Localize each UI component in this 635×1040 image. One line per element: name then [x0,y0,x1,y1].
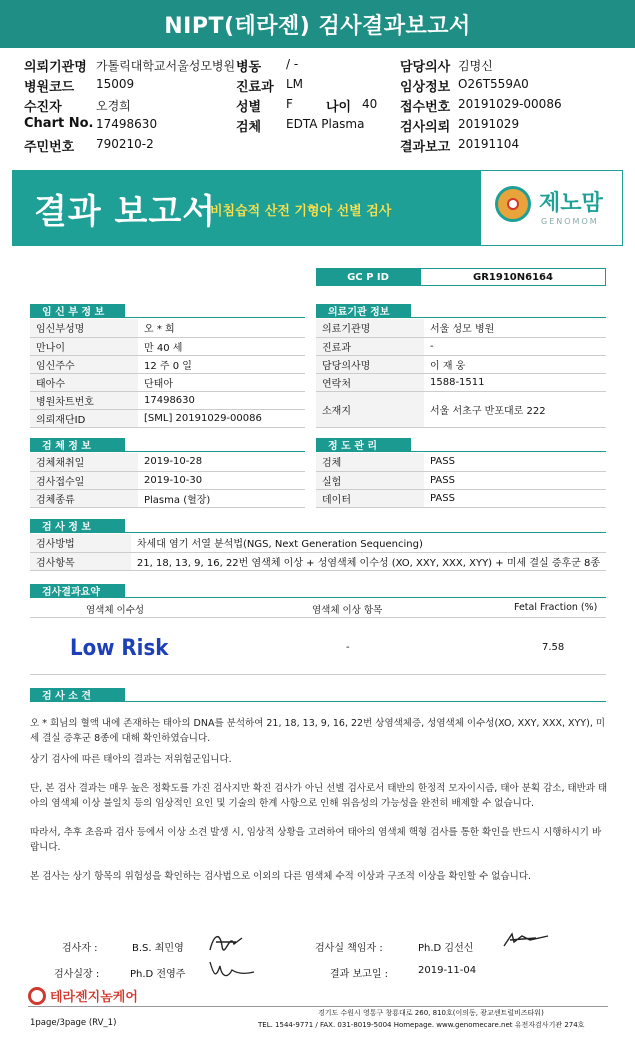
row-value: 오 * 희 [138,319,305,337]
row-value: [SML] 20191029-00086 [138,409,305,427]
summary-header [30,598,606,618]
table-row [30,471,305,489]
row-value: 21, 18, 13, 9, 16, 22번 염색체 이상 + 성염색체 이수성 (XO, XXY, XXX, XYY) + 미세 결실 증후군 8종 [131,552,606,570]
institution-table [316,319,606,428]
table-row [30,409,305,427]
summary-item-value: - [346,642,350,653]
table-row [316,373,606,391]
row-label: 만나이 [30,337,138,355]
row-label: 임신부성명 [30,319,138,337]
summary-col-ff: Fetal Fraction (%) [514,602,598,613]
table-row [30,391,305,409]
opinion-para-2: 상기 검사에 따른 태아의 결과는 저위험군입니다. [30,754,232,765]
value-ward: / - [286,57,299,71]
table-row [316,319,606,337]
row-label: 소재지 [316,391,424,427]
row-value: 2019-10-28 [138,453,305,471]
row-value: PASS [424,453,606,471]
table-row [30,489,305,507]
row-value: 17498630 [138,391,305,409]
row-value: 2019-10-30 [138,471,305,489]
test-table [30,534,606,571]
row-label: 검체 [316,453,424,471]
company-logo [28,986,138,1005]
subject-table [30,319,305,428]
company-logo-icon [28,987,46,1005]
row-value: 1588-1511 [424,373,606,391]
row-label: 의료기관명 [316,319,424,337]
row-value: 차세대 염기 서열 분석법(NGS, Next Generation Sequencing) [131,534,606,552]
row-value: 이 재 웅 [424,355,606,373]
label-result-report: 결과보고 [400,140,451,155]
label-chart-no: Chart No. [24,116,94,131]
table-row [30,534,606,552]
report-date: 2019-11-04 [418,965,477,976]
table-row [30,373,305,391]
genomom-logo-icon [495,186,531,222]
row-label: 연락처 [316,373,424,391]
row-label: 데이터 [316,489,424,507]
summary-col-item: 염색체 이상 항목 [312,605,383,616]
opinion-para-1: 오 * 희님의 혈액 내에 존재하는 태아의 DNA를 분석하여 21, 18, 13, 9, 16, 22번 상염색체증, 성염색체 이수성(XO, XXY, XXX, XYY), 미세 결실 증후군 8종에 대해 확인하였습니다. [30,718,606,744]
label-age: 나이 [326,100,352,115]
gcp-id [316,268,606,286]
row-value: 서울 성모 병원 [424,319,606,337]
row-value: - [424,337,606,355]
table-row [316,471,606,489]
gcp-id-value: GR1910N6164 [420,268,606,286]
opinion-para-5: 본 검사는 상기 항목의 위험성을 확인하는 검사법으로 이외의 다른 염색체 수적 이상과 구조적 이상을 확인할 수 없습니다. [30,871,532,882]
table-row [30,337,305,355]
row-value: PASS [424,489,606,507]
section-test: 검 사 정 보 [30,519,125,532]
label-patient: 수진자 [24,100,62,115]
row-label: 태아수 [30,373,138,391]
row-label: 병원차트번호 [30,391,138,409]
tester-signature-icon [206,928,246,958]
summary-col-aneuploidy: 염색체 이수성 [86,605,145,616]
value-resident-no: 790210-2 [96,137,154,151]
tester-label: 검사자 : [62,943,98,954]
value-receipt-no: 20191029-00086 [458,97,562,111]
label-department: 진료과 [236,80,274,95]
label-doctor: 담당의사 [400,60,451,75]
table-row [316,489,606,507]
row-value: 서울 서초구 반포대로 222 [424,391,606,427]
report-title: NIPT(테라젠) 검사결과보고서 [0,0,635,48]
logo-subtext: GENOMOM [541,217,599,226]
qc-table [316,453,606,508]
table-row [316,355,606,373]
head-signature-icon [206,956,258,982]
row-label: 검체채취일 [30,453,138,471]
opinion-para-3: 단, 본 검사 결과는 매우 높은 정확도를 가진 검사지만 확진 검사가 아닌 선별 검사로서 태반의 한정적 모자이시즘, 태아 분획 감소, 태반과 태아의 염색체 이상 불일치 등의 임상적인 요인 및 기술의 한계 사항으로 인해 위음성의 가능성을 완전히 배제할 수 없습니다. [30,783,608,809]
value-chart-no: 17498630 [96,117,158,131]
label-clinical-info: 임상정보 [400,80,451,95]
value-result-report: 20191104 [458,137,520,151]
value-clinical-info: O26T559A0 [458,77,529,91]
result-low-risk: Low Risk [70,636,169,661]
section-opinion: 검 사 소 견 [30,688,125,701]
head-label: 검사실장 : [54,969,100,980]
table-row [316,391,606,427]
label-ward: 병동 [236,60,262,75]
banner-title: 결과 보고서 [34,192,217,232]
page-number: 1page/3page (RV_1) [30,1018,117,1028]
responsible-signature-icon [500,928,552,950]
responsible-name: Ph.D 김선신 [418,943,474,954]
banner-subtitle: 비침습적 산전 기형아 선별 검사 [210,204,392,219]
row-label: 담당의사명 [316,355,424,373]
label-test-request: 검사의뢰 [400,120,451,135]
table-row [30,319,305,337]
value-test-request: 20191029 [458,117,520,131]
report-banner [12,170,623,246]
row-value: 단태아 [138,373,305,391]
specimen-table [30,453,305,508]
row-label: 검사접수일 [30,471,138,489]
value-hospital-code: 15009 [96,77,135,91]
row-value: Plasma (혈장) [138,489,305,507]
opinion-para-4: 따라서, 추후 초음파 검사 등에서 이상 소견 발생 시, 임상적 상황을 고려하여 태아의 염색체 핵형 검사를 통한 확인을 반드시 시행하시기 바랍니다. [30,827,602,853]
table-row [30,453,305,471]
row-label: 실험 [316,471,424,489]
value-doctor: 김명신 [458,59,493,73]
table-row [316,453,606,471]
value-institution: 가톨릭대학교서울성모병원 [96,59,236,73]
row-label: 진료과 [316,337,424,355]
summary-ff-value: 7.58 [542,642,565,653]
footer-contact: TEL. 1544-9771 / FAX. 031-8019-5004 Homepage. www.genomecare.net 유전자검사기관 274호 [258,1021,585,1029]
company-name: 테라젠지놈케어 [50,990,138,1005]
row-value: 12 주 0 일 [138,355,305,373]
tester-name: B.S. 최민영 [132,943,184,954]
gcp-id-label: GC P ID [316,268,420,286]
table-row [30,355,305,373]
row-label: 임신주수 [30,355,138,373]
responsible-label: 검사실 책임자 : [315,943,383,954]
section-specimen: 검 체 정 보 [30,438,125,451]
table-row [30,552,606,570]
label-receipt-no: 접수번호 [400,100,451,115]
footer-address: 경기도 수원시 영통구 창룡대로 260, 810호(이의동, 광교센트럴비즈타워) [318,1009,544,1017]
section-qc: 정 도 관 리 [316,438,411,451]
row-label: 검체종류 [30,489,138,507]
label-resident-no: 주민번호 [24,140,75,155]
value-department: LM [286,77,304,91]
patient-header [0,48,635,166]
row-label: 의뢰재단ID [30,409,138,427]
row-label: 검사항목 [30,552,131,570]
table-row [316,337,606,355]
genomom-logo [480,170,623,246]
logo-text: 제노맘 [539,191,603,216]
label-sex: 성별 [236,100,262,115]
value-patient: 오경희 [96,99,131,113]
value-age: 40 [362,97,378,111]
label-institution: 의뢰기관명 [24,60,87,75]
section-subject: 임 신 부 정 보 [30,304,125,317]
row-value: 만 40 세 [138,337,305,355]
value-sex: F [286,97,293,111]
row-value: PASS [424,471,606,489]
section-institution: 의료기관 정보 [316,304,411,317]
value-specimen: EDTA Plasma [286,117,365,131]
row-label: 검사방법 [30,534,131,552]
section-summary: 검사결과요약 [30,584,125,597]
label-hospital-code: 병원코드 [24,80,75,95]
label-specimen: 검체 [236,120,262,135]
head-name: Ph.D 전영주 [130,969,186,980]
report-date-label: 결과 보고일 : [330,969,389,980]
